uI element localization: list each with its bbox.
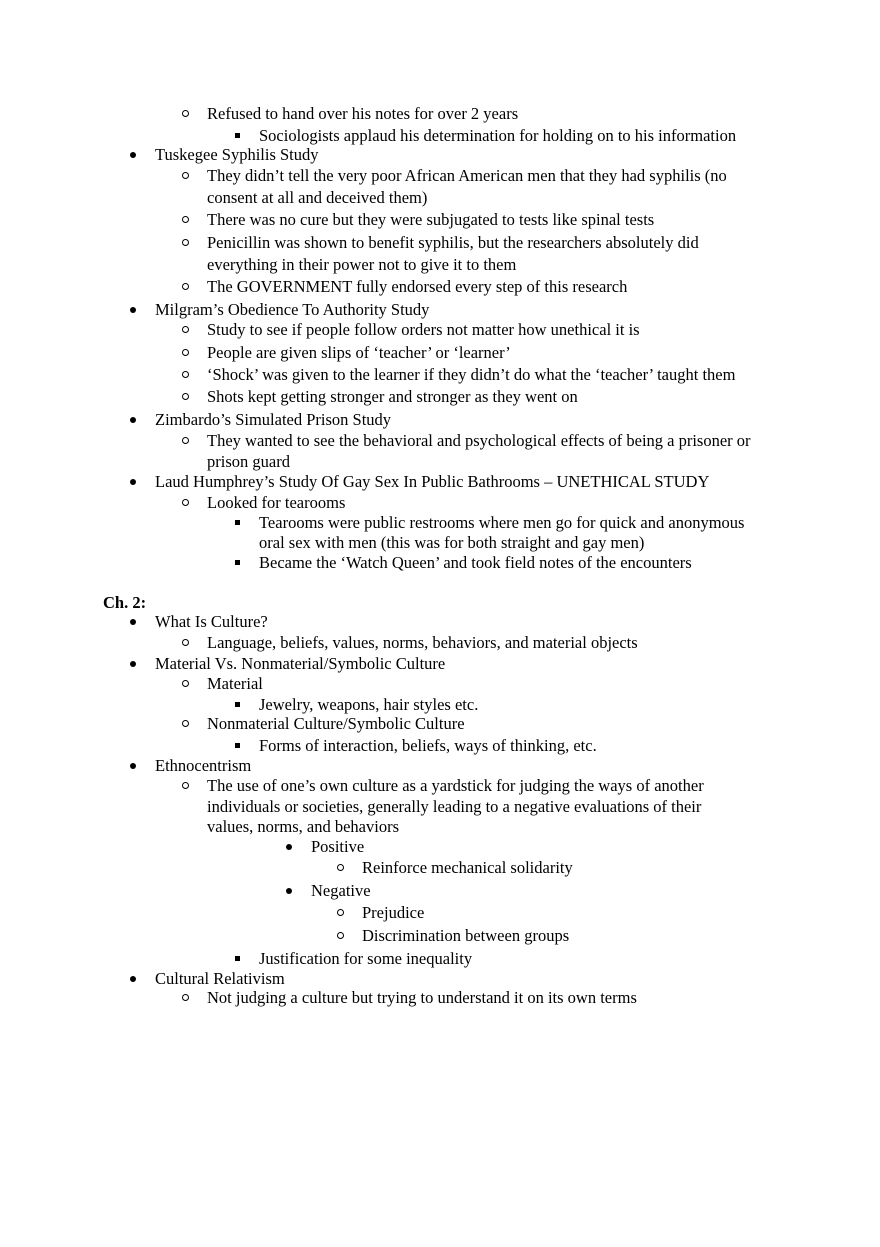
document-page: Refused to hand over his notes for over 2 years Sociologists applaud his determination for holding on to his information Tuskegee Syphilis Study They didn’t tell the very poor African American men that they had syphilis (no consent at all and deceived them) There was no cure but they were subjugated to tests like spinal tests Penicillin was shown to benefit syphilis, but the researchers absolutely did everything in their power not to give it to them The GOVERNMENT fully endorsed every step of this research Milgram’s Obedience To Authority Study Study to see if people follow orders not matter how unethical it is People are given slips of ‘teacher’ or ‘learner’ ‘Shock’ was given to the learner if they didn’t do what the ‘teacher’ taught them Shots kept getting stronger and stronger as they went on Zimbardo’s Simulated Prison Study They wanted to see the behavioral and psychological effects of being a prisoner or prison guard Laud Humphrey’s Study Of Gay Sex In Public Bathrooms – UNETHICAL STUDY Looked for tearooms Tearooms were public restrooms where men go for quick and anonymous oral sex with men (this was for both straight and gay men) Became the ‘Watch Queen’ and took field notes of the encounters Ch. 2: What Is Culture? Language, beliefs, values, norms, behaviors, and material objects Material Vs. Nonmaterial/Symbolic Culture Material Jewelry, weapons, hair styles etc. Nonmaterial Culture/Symbolic Culture Forms of interaction, beliefs, ways of thinking, etc. Ethnocentrism The use of one’s own culture as a yardstick for judging the ways of another individuals or societies, generally leading to a negative evaluations of their values, norms, and behaviors Positive Reinforce mechanical solidarity Negative Prejudice Discrimination between groups Justification for some inequality Cultural Relativism Not judging a culture but trying to understand it on its own terms xyxy=(103,104,751,1007)
chapter-heading: Ch. 2: xyxy=(103,593,147,612)
